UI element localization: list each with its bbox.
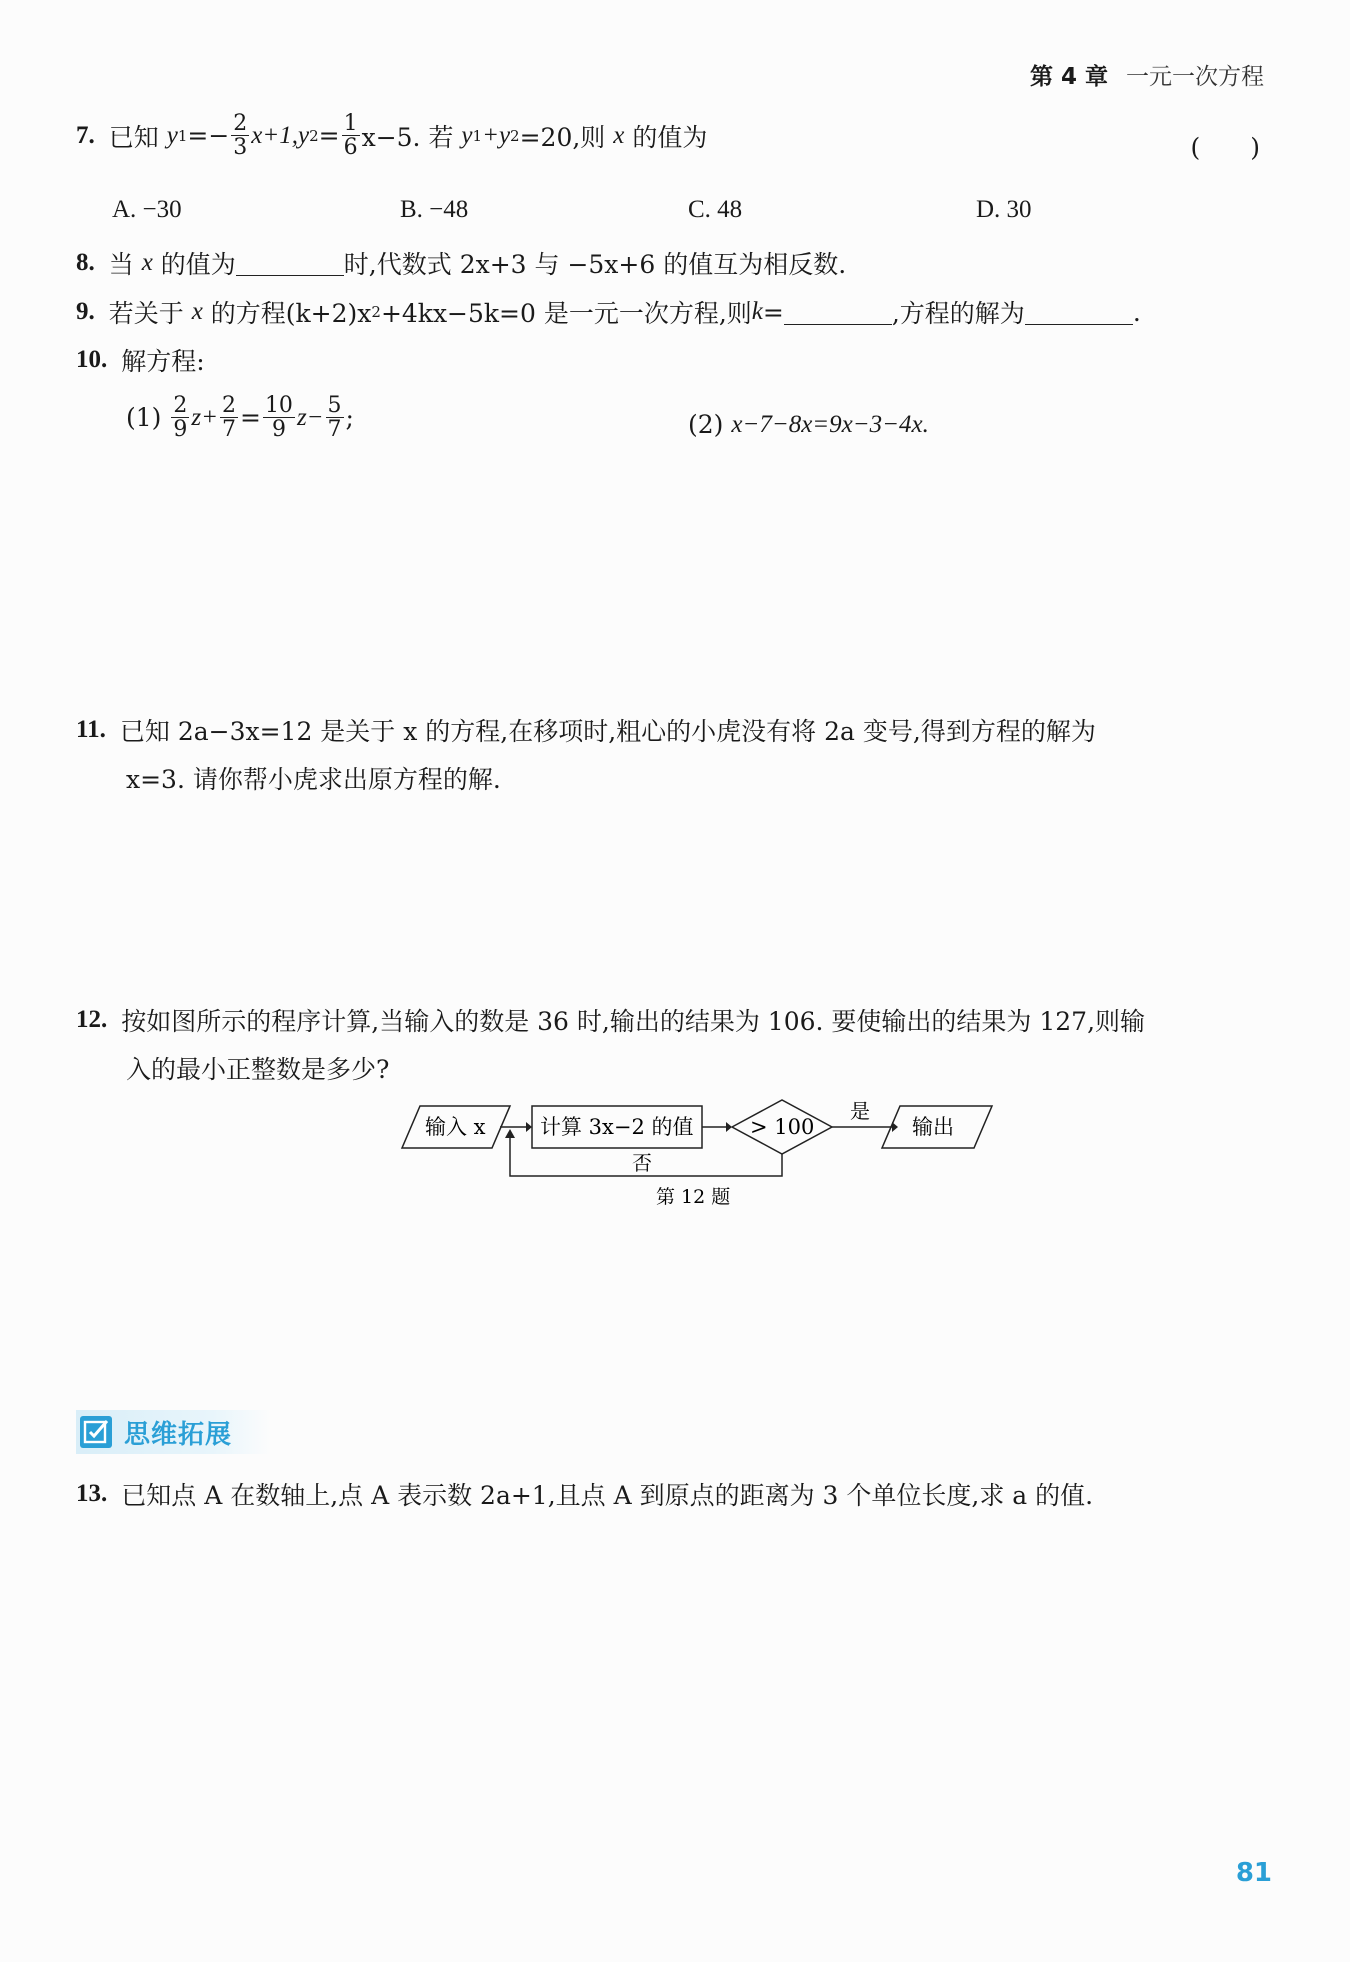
q10-frac4: $\frac{5}{7}$ (327, 393, 342, 443)
question-10 (76, 342, 205, 378)
q11-line1: 已知 2a−3x=12 是关于 x 的方程,在移项时,粗心的小虎没有将 2a 变号,得到方程的解为 (119, 717, 1096, 746)
q7-sum-y1: y (461, 121, 473, 149)
q8-pre: 当 (108, 250, 134, 279)
q10-p1-label: (1) (126, 403, 162, 433)
q7-eq2: = (318, 121, 340, 151)
q7-y1: y (166, 121, 178, 149)
q12-flowchart (400, 1098, 1000, 1218)
flow-no-label: 否 (632, 1151, 652, 1175)
q7-eq1: =− (187, 121, 230, 151)
section-title: 思维拓展 (124, 1419, 233, 1450)
q7-frac2: $\frac{1}{6}$ (343, 111, 358, 161)
flow-yes-label: 是 (850, 1099, 870, 1123)
section-header (76, 1410, 271, 1454)
question-number: 7. (76, 121, 95, 149)
chapter-label: 第 4 章 (1029, 64, 1108, 90)
question-8 (76, 245, 846, 281)
answer-parentheses[interactable]: ( ) (1190, 133, 1260, 162)
q9-var: x (191, 298, 203, 325)
q10-p1-c: z− (296, 403, 324, 431)
flow-arrowhead-loop (505, 1129, 515, 1138)
q9-k-blank[interactable] (784, 300, 892, 325)
q7-ask: 的值为 (632, 122, 708, 152)
question-9 (76, 294, 1141, 330)
q12-line2: 入的最小正整数是多少? (126, 1055, 390, 1084)
q7-frac1: $\frac{2}{3}$ (233, 111, 248, 161)
q10-part-2 (688, 410, 929, 439)
q10-p2-expr: x−7−8x=9x−3−4x. (731, 410, 929, 438)
q10-p1-end: ; (345, 403, 354, 433)
q12-line1: 按如图所示的程序计算,当输入的数是 36 时,输出的结果为 106. 要使输出的结果为 127,则输 (121, 1007, 1146, 1036)
question-11 (76, 712, 1096, 748)
q7-sum-sub1: 1 (472, 126, 483, 145)
pencil-check-icon (78, 1414, 114, 1450)
q7-tail2: x−5. 若 (361, 122, 454, 152)
q10-p1-a: z+ (191, 403, 218, 431)
question-12 (76, 1002, 1145, 1038)
q7-sum-y2: +y (482, 121, 511, 149)
q10-text: 解方程: (121, 347, 205, 376)
q11-line2: x=3. 请你帮小虎求出原方程的解. (126, 765, 501, 794)
q10-p1-b: = (239, 403, 261, 433)
question-number: 8. (76, 249, 95, 276)
q10-part-1 (126, 394, 354, 441)
q7-text: 已知 (108, 122, 159, 152)
q9-pre: 若关于 (108, 299, 184, 328)
q9-eq: +4kx−5k=0 是一元一次方程,则 (380, 299, 752, 328)
question-number: 12. (76, 1006, 108, 1033)
flow-output-label: 输出 (912, 1115, 954, 1139)
page-number: 81 (1235, 1858, 1272, 1888)
option-b[interactable]: B. −48 (400, 196, 469, 223)
q7-y2: y (298, 121, 310, 149)
q9-mid: 的方程(k+2)x (210, 299, 372, 328)
q7-var: x (613, 121, 625, 149)
option-c[interactable]: C. 48 (688, 196, 743, 223)
figure-caption: 第 12 题 (656, 1186, 731, 1208)
q10-frac3: $\frac{10}{9}$ (264, 393, 293, 443)
q13-text: 已知点 A 在数轴上,点 A 表示数 2a+1,且点 A 到原点的距离为 3 个单位长度,求 a 的值. (121, 1481, 1094, 1510)
q9-end: . (1132, 297, 1141, 327)
q8-var: x (141, 249, 153, 276)
q9-k: k (751, 298, 763, 325)
question-number: 9. (76, 298, 95, 325)
option-a[interactable]: A. −30 (112, 196, 182, 223)
q7-cond: =20,则 (519, 122, 606, 152)
flow-input-label: 输入 x (425, 1115, 486, 1139)
q8-answer-blank[interactable] (236, 251, 344, 276)
q7-sub2: 2 (309, 126, 319, 145)
flow-condition-label: > 100 (750, 1115, 815, 1139)
question-number: 10. (76, 346, 108, 373)
q10-frac1: $\frac{2}{9}$ (173, 393, 188, 443)
q10-frac2: $\frac{2}{7}$ (221, 393, 236, 443)
question-7 (76, 112, 707, 159)
page-header (1030, 58, 1264, 91)
q9-sup: 2 (371, 303, 381, 321)
q9-keq: = (762, 297, 784, 327)
q7-sub1: 1 (177, 126, 188, 145)
question-13 (76, 1476, 1093, 1512)
flow-arrowhead-1 (526, 1122, 532, 1132)
q7-sum-sub2: 2 (510, 126, 520, 145)
question-number: 13. (76, 1480, 108, 1507)
q9-solution-blank[interactable] (1025, 300, 1133, 325)
q8-mid: 的值为 (160, 250, 236, 279)
chapter-title: 一元一次方程 (1126, 64, 1264, 90)
q10-p2-label: (2) (688, 410, 724, 439)
q8-post: 时,代数式 2x+3 与 −5x+6 的值互为相反数. (343, 250, 847, 279)
option-d[interactable]: D. 30 (976, 196, 1032, 223)
question-number: 11. (76, 716, 106, 743)
q7-tail1: x+1, (251, 121, 298, 149)
q9-mid2: ,方程的解为 (891, 299, 1025, 328)
flow-compute-label: 计算 3x−2 的值 (540, 1115, 694, 1139)
